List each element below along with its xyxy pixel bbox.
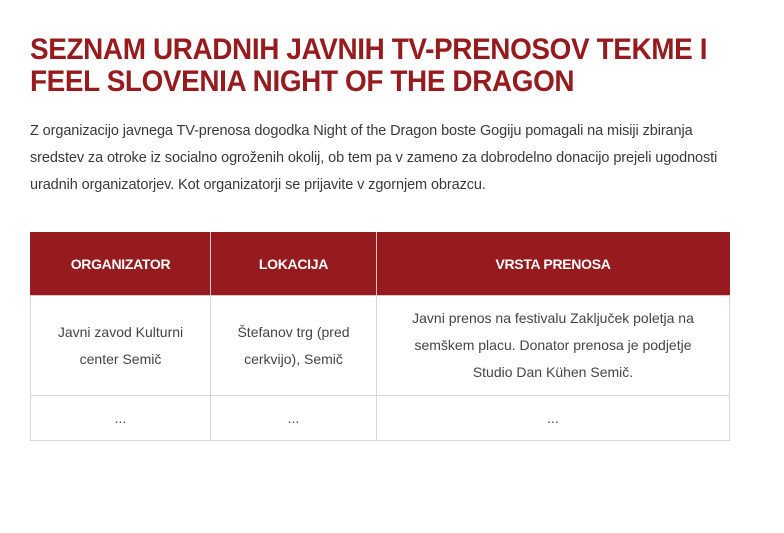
cell-location: Štefanov trg (pred cerkvijo), Semič: [211, 296, 377, 396]
header-location: LOKACIJA: [211, 232, 377, 296]
cell-organizer: Javni zavod Kulturni center Semič: [31, 296, 211, 396]
header-organizer: ORGANIZATOR: [31, 232, 211, 296]
page-title: SEZNAM URADNIH JAVNIH TV-PRENOSOV TEKME I FEEL SLOVENIA NIGHT OF THE DRAGON: [30, 33, 708, 98]
cell-broadcast-type: ...: [377, 396, 730, 441]
table-body: [31, 296, 730, 441]
table-header: [31, 232, 730, 296]
table-row: [31, 296, 730, 396]
article-content: [30, 34, 730, 199]
cell-location: ...: [211, 396, 377, 441]
intro-paragraph: Z organizacijo javnega TV-prenosa dogodka Night of the Dragon boste Gogiju pomagali na misiji zbiranja sredstev za otroke iz socialno ogroženih okolij, ob tem pa v zameno za dobrodelno donacijo prejeli ugodnosti uradnih organizatorjev. Kot organizatorji se prijavite v zgornjem obrazcu.: [30, 123, 718, 193]
header-row: [31, 232, 730, 296]
cell-broadcast-type: Javni prenos na festivalu Zaključek poletja na semškem placu. Donator prenosa je podjetje Studio Dan Kühen Semič.: [377, 296, 730, 396]
broadcasts-table: [30, 232, 730, 441]
header-broadcast-type: VRSTA PRENOSA: [377, 232, 730, 296]
cell-organizer: ...: [31, 396, 211, 441]
table-row: [31, 396, 730, 441]
